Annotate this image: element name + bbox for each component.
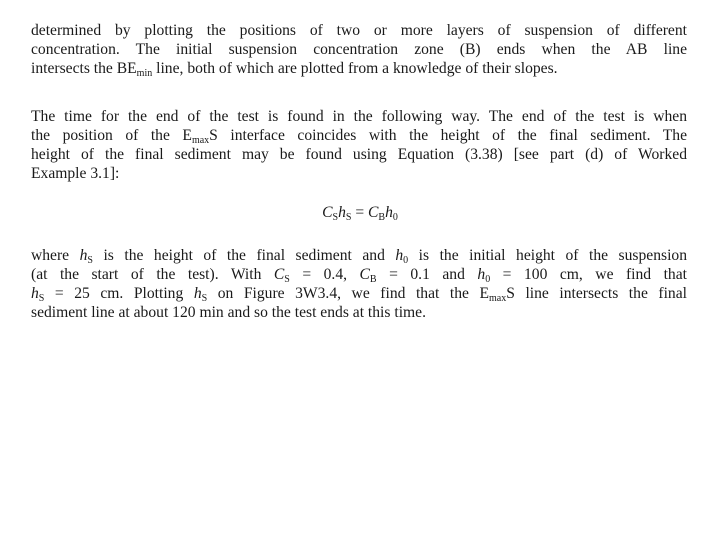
text-line: concentration. The initial suspension concentration zone (B) ends when the AB line xyxy=(31,41,687,58)
text-line: determined by plotting the positions of two or more layers of suspension of different xyxy=(31,22,687,39)
paragraph-end-of-test xyxy=(31,107,687,183)
text-line: sediment line at about 120 min and so the test ends at this time. xyxy=(31,304,426,321)
paragraph-calculation xyxy=(31,246,687,322)
text-line: intersects the $BE_{min}$ line, both of which are plotted from a knowledge of their slopes. xyxy=(31,60,558,79)
text-line: where $h_S$ is the height of the final sediment and $h_0$ is the initial height of the suspension xyxy=(31,247,687,266)
equation-sediment-height: $C_Sh_S = C_Bh_0$ xyxy=(322,204,398,223)
text-line: height of the final sediment may be found using Equation (3.38) [see part (d) of Worked xyxy=(31,146,687,163)
text-line: $h_S = 25$ cm. Plotting $h_S$ on Figure 3W3.4, we find that the $E_{max}S$ line intersects the final xyxy=(31,285,687,304)
paragraph-zone-b xyxy=(31,21,687,78)
text-line: Example 3.1]: xyxy=(31,165,120,182)
text-line: The time for the end of the test is found in the following way. The end of the test is when xyxy=(31,108,687,125)
text-line: (at the start of the test). With $C_S = 0.4$, $C_B = 0.1$ and $h_0 = 100$ cm, we find that xyxy=(31,266,687,285)
text-line: the position of the $E_{max}S$ interface coincides with the height of the final sediment. The xyxy=(31,127,687,146)
